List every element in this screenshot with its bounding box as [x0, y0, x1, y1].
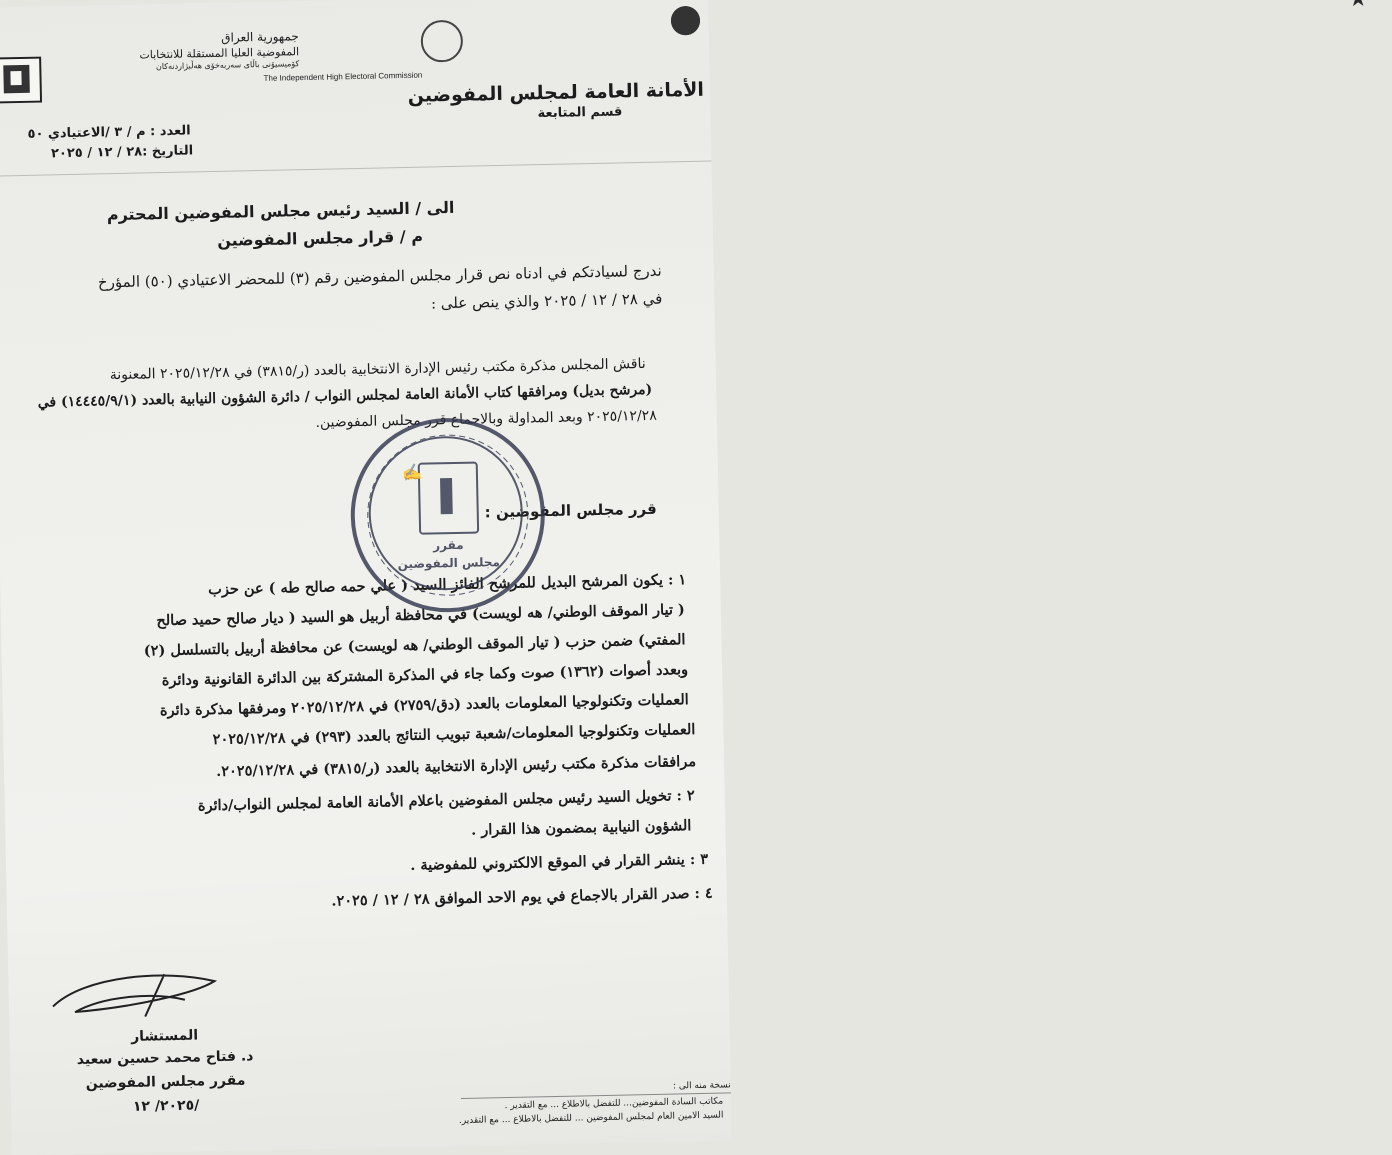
decision-line: ٣ : ينشر القرار في الموقع الالكتروني للمفوضية .	[410, 850, 709, 875]
decision-line: مرافقات مذكرة مكتب رئيس الإدارة الانتخابية بالعدد (ر/٣٨١٥) في ٢٠٢٥/١٢/٢٨.	[216, 753, 697, 781]
intro-line: في ٢٨ / ١٢ / ٢٠٢٥ والذي ينص على :	[430, 289, 663, 313]
decision-line: ( تيار الموقف الوطني/ هه لويست) في محافظة أربيل هو السيد ( ديار صالح حميد صالح	[156, 601, 685, 630]
copy-recipient: السيد الامين العام لمجلس المفوضين ... للتفضل بالاطلاع ... مع التقدير.	[458, 1110, 724, 1127]
org-name-line2: المفوضية العليا المستقلة للانتخابات	[139, 45, 300, 62]
copy-recipient: مكاتب السادة المفوضين... للتفضل بالاطلاع ... مع التقدير .	[504, 1096, 724, 1112]
addressee: الى / السيد رئيس مجلس المفوضين المحترم	[106, 197, 455, 225]
decision-line: العمليات وتكنولوجيا المعلومات بالعدد (دق/٢٧٥٩) في ٢٠٢٥/١٢/٢٨ ومرفقها مذكرة دائرة	[159, 691, 689, 720]
decision-line: العمليات وتكنولوجيا المعلومات/شعبة تبويب النتائج بالعدد (٢٩٣) في ٢٠٢٥/١٢/٢٨	[212, 721, 696, 749]
signatory-name: د. فتاح محمد حسين سعيد	[76, 1048, 254, 1069]
stamp-emblem-icon	[418, 462, 479, 535]
signature-icon	[44, 963, 235, 1027]
org-name-english: The Independent High Electoral Commission	[263, 70, 423, 83]
reference-date: التاريخ :٢٨ / ١٢ / ٢٠٢٥	[50, 143, 194, 162]
iraq-emblem-icon	[662, 0, 709, 40]
quote-line: ناقش المجلس مذكرة مكتب رئيس الإدارة الانتخابية بالعدد (ر/٣٨١٥) في ٢٠٢٥/١٢/٢٨ المعنونة	[109, 355, 646, 384]
header-divider	[0, 161, 711, 177]
decision-line: وبعدد أصوات (١٣٦٢) صوت وكما جاء في المذكرة المشتركة بين الدائرة القانونية ودائرة	[161, 661, 689, 690]
org-name: جمهورية العراق	[221, 29, 299, 45]
decision-line: المفتي) ضمن حزب ( تيار الموقف الوطني/ هه لويست) عن محافظة أربيل بالتسلسل (٢)	[143, 631, 686, 660]
decision-line: ١ : يكون المرشح البديل للمرشح الفائز السيد ( علي حمه صالح طه ) عن حزب	[208, 571, 687, 599]
decision-line: ٤ : صدر القرار بالاجماع في يوم الاحد الموافق ٢٨ / ١٢ / ٢٠٢٥.	[331, 884, 713, 910]
quote-line: ٢٠٢٥/١٢/٢٨ وبعد المداولة وبالاجماع قرر مجلس المفوضين.	[315, 407, 657, 431]
org-name-kurdish: کۆمیسیۆنی باڵای سەربەخۆی هەڵبژاردنەکان	[155, 59, 300, 72]
copies-title: نسخة منه الى :	[672, 1080, 731, 1092]
quote-line: (مرشح بديل) ومرافقها كتاب الأمانة العامة لمجلس النواب / دائرة الشؤون النيابية بالعدد (١٤٤٤٥/٩/١) في	[37, 381, 653, 411]
official-stamp	[349, 416, 547, 614]
intro-line: ندرج لسيادتكم في ادناه نص قرار مجلس المفوضين رقم (٣) للمحضر الاعتيادي (٥٠) المؤرخ	[97, 261, 662, 292]
department-title: الأمانة العامة لمجلس المفوضين	[407, 78, 705, 107]
decided-label: قرر مجلس المفوضين :	[484, 499, 657, 522]
decision-line: الشؤون النيابية بمضمون هذا القرار .	[470, 817, 692, 839]
signatory-role: مقرر مجلس المفوضين	[85, 1072, 246, 1092]
stamp-label: مجلس المفوضين	[397, 555, 501, 572]
subject: م / قرار مجلس المفوضين	[217, 226, 424, 250]
stamp-label: مقرر	[433, 537, 464, 553]
reference-number: العدد : م / ٣ /الاعتيادي ٥٠	[27, 123, 191, 142]
ihec-logo-icon	[0, 57, 42, 104]
ihec-emblem-icon	[420, 20, 463, 63]
signature-date: ٢٠٢٥/ ١٢/	[132, 1097, 200, 1115]
decision-line: ٢ : تخويل السيد رئيس مجلس المفوضين باعلام الأمانة العامة لمجلس النواب/دائرة	[197, 787, 695, 815]
section-title: قسم المتابعة	[537, 104, 623, 122]
stamp-signature-icon: ✍	[400, 461, 423, 484]
signatory-title: المستشار	[130, 1027, 199, 1045]
